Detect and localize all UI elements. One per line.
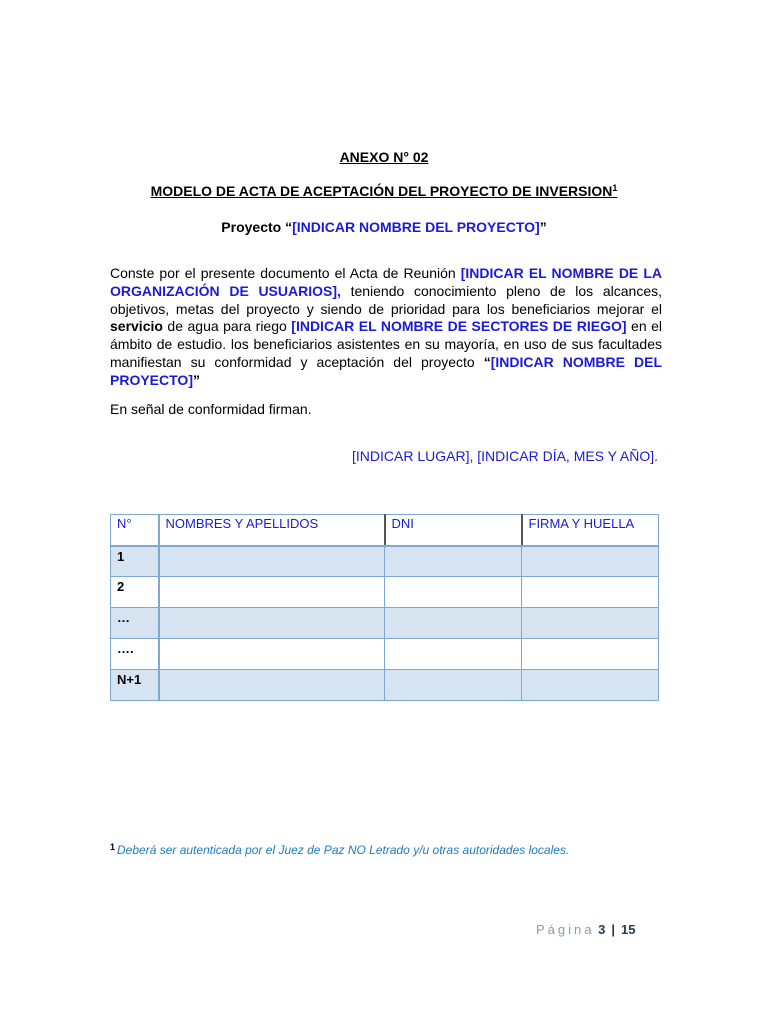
project-prefix: Proyecto bbox=[221, 219, 286, 235]
total-pages: 15 bbox=[620, 922, 636, 937]
place-date-placeholder: [INDICAR LUGAR], [INDICAR DÍA, MES Y AÑO]. bbox=[352, 448, 658, 464]
signature-cell bbox=[522, 608, 659, 639]
footnote-ref: 1 bbox=[612, 183, 618, 193]
project-line bbox=[0, 219, 768, 235]
row-number: 2 bbox=[111, 577, 159, 608]
dni-cell bbox=[385, 639, 522, 670]
body-close-quote: ” bbox=[192, 371, 200, 388]
row-number: N+1 bbox=[111, 670, 159, 701]
dni-cell bbox=[385, 577, 522, 608]
page-number-footer bbox=[536, 922, 635, 937]
table-row bbox=[111, 639, 659, 670]
signature-cell bbox=[522, 577, 659, 608]
header-signature: FIRMA Y HUELLA bbox=[522, 515, 659, 546]
table-row bbox=[111, 608, 659, 639]
footnote-text: Deberá ser autenticada por el Juez de Paz NO Letrado y/u otras autoridades locales. bbox=[117, 843, 570, 857]
body-text: Conste por el presente documento el Acta de Reunión bbox=[110, 265, 461, 281]
signature-cell bbox=[522, 670, 659, 701]
body-paragraph bbox=[110, 265, 662, 390]
signature-table bbox=[110, 514, 659, 701]
dni-cell bbox=[385, 608, 522, 639]
name-cell bbox=[159, 670, 385, 701]
project-name-placeholder: [INDICAR NOMBRE DEL PROYECTO] bbox=[292, 219, 540, 235]
row-number: … bbox=[111, 608, 159, 639]
table-row bbox=[111, 546, 659, 577]
footnote-mark: 1 bbox=[110, 842, 116, 852]
annex-title: ANEXO N° 02 bbox=[339, 149, 429, 165]
name-cell bbox=[159, 546, 385, 577]
table-header-row bbox=[111, 515, 659, 546]
body-open-quote: “ bbox=[483, 353, 491, 370]
header-number: N° bbox=[111, 515, 159, 546]
body-project-placeholder: [INDICAR NOMBRE DEL PROYECTO] bbox=[110, 353, 662, 388]
signature-cell bbox=[522, 639, 659, 670]
model-title bbox=[0, 183, 768, 199]
servicio-bold: servicio bbox=[110, 318, 163, 335]
footnote bbox=[110, 842, 569, 857]
header-dni: DNI bbox=[385, 515, 522, 546]
page-label: Página bbox=[536, 922, 595, 937]
project-open-quote: “ bbox=[285, 219, 293, 235]
body-text: de agua para riego bbox=[162, 318, 292, 335]
table-row bbox=[111, 577, 659, 608]
conformity-statement: En señal de conformidad firman. bbox=[110, 401, 312, 417]
name-cell bbox=[159, 639, 385, 670]
sectors-placeholder: [INDICAR EL NOMBRE DE SECTORES DE RIEGO] bbox=[291, 318, 627, 335]
name-cell bbox=[159, 577, 385, 608]
row-number: …. bbox=[111, 639, 159, 670]
dni-cell bbox=[385, 546, 522, 577]
body-text: en el ámbito de estudio. los beneficiarios asistentes en su mayoría, en uso de sus facultades manifiestan su conformidad y aceptación del proyecto bbox=[110, 318, 663, 370]
model-title-text: MODELO DE ACTA DE ACEPTACIÓN DEL PROYECTO DE INVERSION bbox=[150, 183, 613, 199]
page-separator: | bbox=[611, 922, 615, 937]
row-number: 1 bbox=[111, 546, 159, 577]
name-cell bbox=[159, 608, 385, 639]
header-names: NOMBRES Y APELLIDOS bbox=[159, 515, 385, 546]
project-close-quote: ” bbox=[539, 219, 547, 235]
dni-cell bbox=[385, 670, 522, 701]
signature-cell bbox=[522, 546, 659, 577]
body-text: teniendo conocimiento pleno de los alcances, objetivos, metas del proyecto y siendo de prioridad para los beneficiarios mejorar el bbox=[110, 282, 662, 317]
organization-placeholder: [INDICAR EL NOMBRE DE LA ORGANIZACIÓN DE USUARIOS], bbox=[110, 265, 662, 299]
table-row bbox=[111, 670, 659, 701]
current-page: 3 bbox=[598, 922, 606, 937]
